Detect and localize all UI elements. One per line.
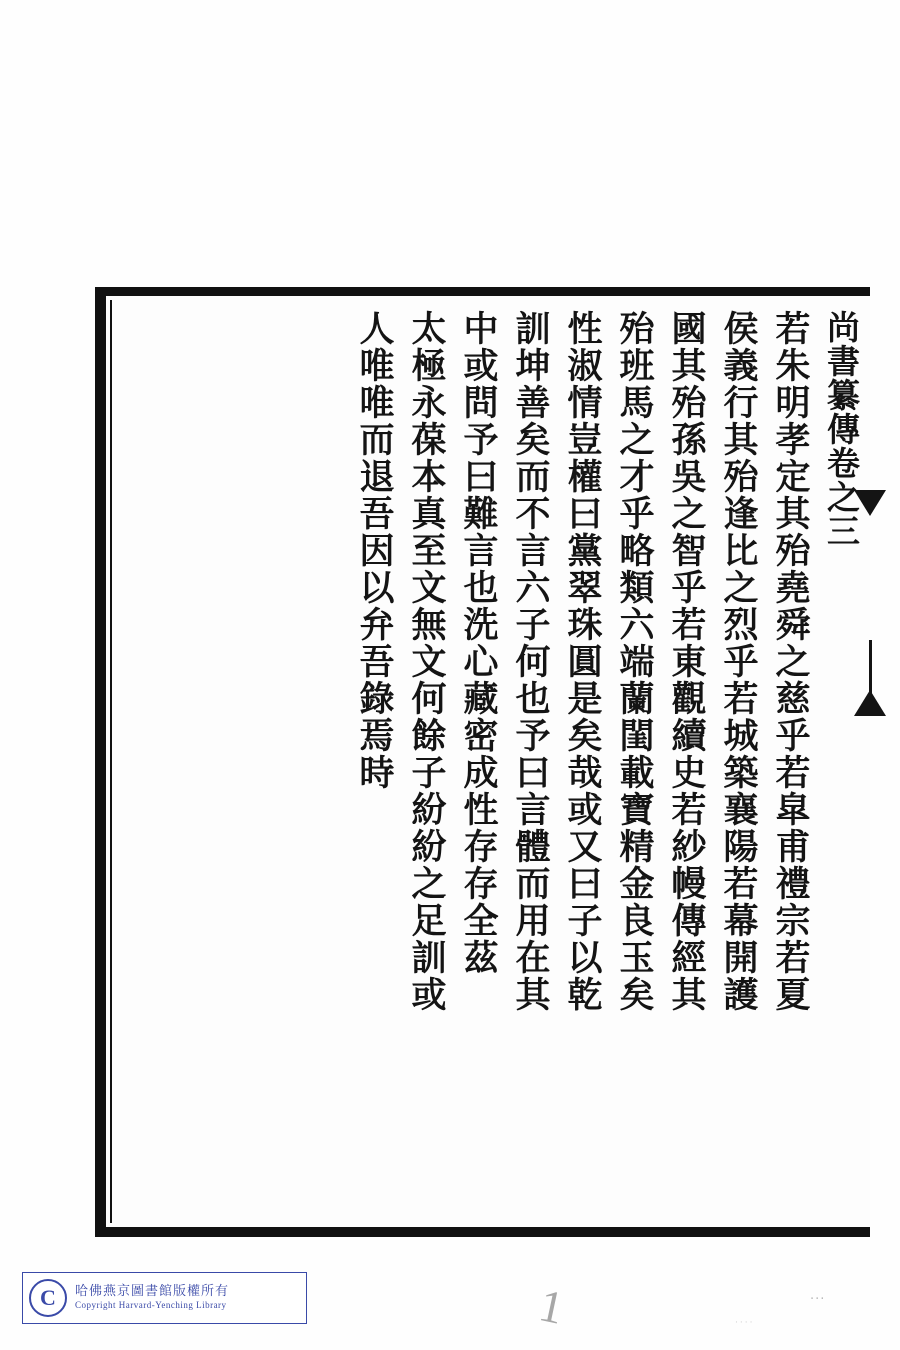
text-column-3: 國其殆孫吳之智乎若東觀續史若紗幔傳經其 [666, 310, 707, 1013]
text-column-8: 太極永葆本真至文無文何餘子紛紛之足訓或 [406, 310, 447, 1013]
column-title: 尚書纂傳卷之三 [822, 310, 861, 548]
ink-smudge-small: ···· [735, 1318, 755, 1328]
text-column-7: 中或問予曰難言也洗心藏密成性存存全茲 [458, 310, 499, 976]
text-column-6: 訓坤善矣而不言六子何也予曰言體而用在其 [510, 310, 551, 1013]
text-column-5: 性淑情豈權曰黨翠珠圓是矣哉或又曰子以乾 [562, 310, 603, 1013]
ink-smudge: ··· [810, 1292, 826, 1307]
text-columns [110, 296, 865, 1231]
library-copyright-stamp [22, 1272, 307, 1324]
stamp-text-english: Copyright Harvard-Yenching Library [75, 1300, 227, 1311]
text-column-4: 殆班馬之才乎略類六端蘭閨載寶精金良玉矣 [614, 310, 655, 1013]
stamp-text [75, 1285, 229, 1310]
copyright-icon: C [29, 1279, 67, 1317]
centre-margin-rule [869, 640, 872, 694]
text-column-9: 人唯唯而退吾因以弁吾錄焉時 [354, 310, 395, 791]
stamp-text-chinese: 哈佛燕京圖書館版權所有 [75, 1284, 230, 1300]
text-column-2: 侯義行其殆逢比之烈乎若城築襄陽若幕開護 [718, 310, 759, 1013]
text-column-1: 若朱明孝定其殆堯舜之慈乎若皐甫禮宗若夏 [770, 310, 811, 1013]
handwritten-page-mark: 1 [534, 1279, 569, 1334]
